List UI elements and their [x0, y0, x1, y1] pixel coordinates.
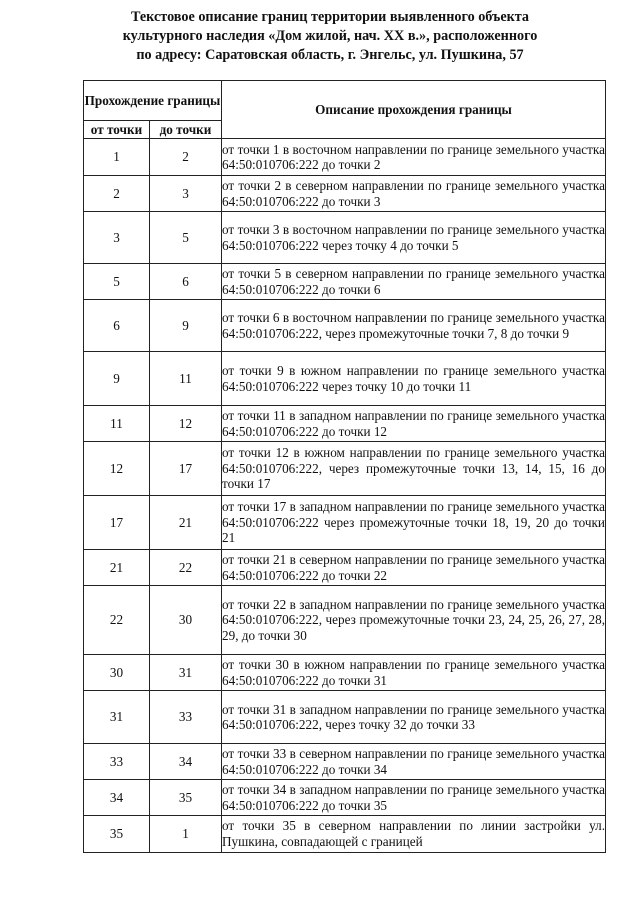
table-row	[84, 550, 606, 586]
to-point: 6	[150, 264, 222, 300]
to-point: 5	[150, 212, 222, 264]
from-point: 34	[84, 780, 150, 816]
boundary-description: от точки 9 в южном направлении по границе земельного участка 64:50:010706:222 через точку 10 до точки 11	[222, 352, 606, 406]
to-point: 21	[150, 496, 222, 550]
boundary-description: от точки 1 в восточном направлении по границе земельного участка 64:50:010706:222 до точки 2	[222, 139, 606, 176]
from-point: 35	[84, 816, 150, 853]
table-row	[84, 352, 606, 406]
boundary-description: от точки 35 в северном направлении по линии застройки ул. Пушкина, совпадающей с границей	[222, 816, 606, 853]
from-point: 9	[84, 352, 150, 406]
table-row	[84, 300, 606, 352]
table-row	[84, 442, 606, 496]
table-row	[84, 780, 606, 816]
to-point: 17	[150, 442, 222, 496]
document-title	[60, 8, 600, 65]
boundary-description: от точки 33 в северном направлении по границе земельного участка 64:50:010706:222 до точки 34	[222, 744, 606, 780]
to-point: 12	[150, 406, 222, 442]
to-point: 3	[150, 176, 222, 212]
from-point: 3	[84, 212, 150, 264]
to-point: 1	[150, 816, 222, 853]
from-point: 17	[84, 496, 150, 550]
table-row	[84, 655, 606, 691]
from-point: 11	[84, 406, 150, 442]
from-point: 21	[84, 550, 150, 586]
boundary-description: от точки 6 в восточном направлении по границе земельного участка 64:50:010706:222, через промежуточные точки 7, 8 до точки 9	[222, 300, 606, 352]
to-point: 33	[150, 691, 222, 744]
table-row	[84, 212, 606, 264]
boundary-description: от точки 30 в южном направлении по границе земельного участка 64:50:010706:222 до точки 31	[222, 655, 606, 691]
to-point: 35	[150, 780, 222, 816]
header-border: Прохождение границы	[84, 81, 222, 121]
boundary-description: от точки 21 в северном направлении по границе земельного участка 64:50:010706:222 до точки 22	[222, 550, 606, 586]
from-point: 6	[84, 300, 150, 352]
to-point: 34	[150, 744, 222, 780]
to-point: 22	[150, 550, 222, 586]
from-point: 30	[84, 655, 150, 691]
table-row	[84, 176, 606, 212]
to-point: 31	[150, 655, 222, 691]
table-row	[84, 816, 606, 853]
boundary-description: от точки 2 в северном направлении по границе земельного участка 64:50:010706:222 до точки 3	[222, 176, 606, 212]
boundary-description: от точки 31 в западном направлении по границе земельного участка 64:50:010706:222, через точку 32 до точки 33	[222, 691, 606, 744]
boundary-description: от точки 11 в западном направлении по границе земельного участка 64:50:010706:222 до точки 12	[222, 406, 606, 442]
boundary-description: от точки 17 в западном направлении по границе земельного участка 64:50:010706:222 через промежуточные точки 18, 19, 20 до точки 21	[222, 496, 606, 550]
table-row	[84, 264, 606, 300]
boundary-description: от точки 12 в южном направлении по границе земельного участка 64:50:010706:222, через промежуточные точки 13, 14, 15, 16 до точки 17	[222, 442, 606, 496]
header-description: Описание прохождения границы	[222, 81, 606, 139]
from-point: 2	[84, 176, 150, 212]
to-point: 9	[150, 300, 222, 352]
header-from-point: от точки	[84, 121, 150, 139]
from-point: 1	[84, 139, 150, 176]
boundary-table	[83, 80, 606, 853]
header-to-point: до точки	[150, 121, 222, 139]
from-point: 5	[84, 264, 150, 300]
boundary-description: от точки 22 в западном направлении по границе земельного участка 64:50:010706:222, через промежуточные точки 23, 24, 25, 26, 27, 28, 29, до точки 30	[222, 586, 606, 655]
table-row	[84, 744, 606, 780]
table-row	[84, 586, 606, 655]
from-point: 33	[84, 744, 150, 780]
title-line-1: Текстовое описание границ территории выявленного объекта	[130, 9, 530, 25]
to-point: 11	[150, 352, 222, 406]
from-point: 22	[84, 586, 150, 655]
boundary-description: от точки 5 в северном направлении по границе земельного участка 64:50:010706:222 до точки 6	[222, 264, 606, 300]
table-row	[84, 691, 606, 744]
title-line-2: культурного наследия «Дом жилой, нач. XX в.», расположенного	[122, 28, 538, 44]
boundary-description: от точки 3 в восточном направлении по границе земельного участка 64:50:010706:222 через точку 4 до точки 5	[222, 212, 606, 264]
from-point: 31	[84, 691, 150, 744]
boundary-description: от точки 34 в западном направлении по границе земельного участка 64:50:010706:222 до точки 35	[222, 780, 606, 816]
from-point: 12	[84, 442, 150, 496]
table-row	[84, 139, 606, 176]
to-point: 2	[150, 139, 222, 176]
title-line-3: по адресу: Саратовская область, г. Энгельс, ул. Пушкина, 57	[136, 47, 524, 63]
table-row	[84, 406, 606, 442]
to-point: 30	[150, 586, 222, 655]
table-row	[84, 496, 606, 550]
